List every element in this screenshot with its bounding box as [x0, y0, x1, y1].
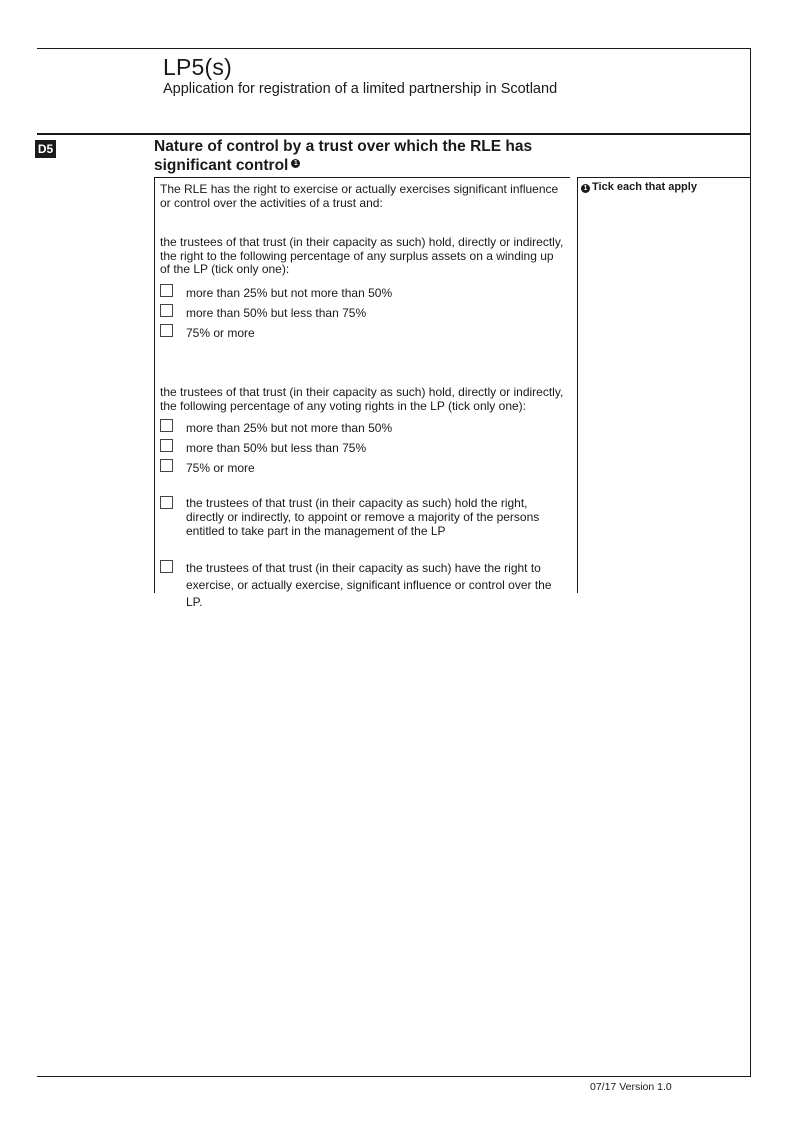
section-title	[154, 137, 554, 175]
side-top-rule	[577, 177, 751, 178]
section-badge: D5	[35, 140, 56, 158]
voting-rights-text: the trustees of that trust (in their capacity as such) hold, directly or indirectly, the following percentage of any voting rights in the LP (tick only one):	[160, 385, 564, 413]
appoint-remove-checkbox[interactable]	[160, 496, 173, 509]
right-border	[750, 48, 751, 1077]
surplus-assets-text: the trustees of that trust (in their capacity as such) hold, directly or indirectly, the right to the following percentage of any surplus assets on a winding up of the LP (tick only one):	[160, 235, 564, 276]
significant-influence-label: the trustees of that trust (in their capacity as such) have the right to exercise, or actually exercise, significant influence or control over the LP.	[186, 561, 552, 609]
form-title: Application for registration of a limited partnership in Scotland	[163, 81, 558, 97]
side-note	[581, 181, 697, 193]
voting-25-50-checkbox[interactable]	[160, 419, 173, 432]
surplus-50-75-label: more than 50% but less than 75%	[186, 306, 367, 320]
appoint-remove-label: the trustees of that trust (in their capacity as such) hold the right, directly or indirectly, to appoint or remove a majority of the persons entitled to take part in the management of the LP	[186, 496, 540, 538]
surplus-25-50-label: more than 25% but not more than 50%	[186, 286, 393, 300]
intro-text: The RLE has the right to exercise or actually exercises significant influence or control over the activities of a trust and:	[160, 182, 559, 210]
top-rule	[37, 48, 751, 49]
voting-75-plus-checkbox[interactable]	[160, 459, 173, 472]
voting-50-75-checkbox[interactable]	[160, 439, 173, 452]
voting-25-50-label: more than 25% but not more than 50%	[186, 421, 393, 435]
side-left-rule	[577, 177, 578, 593]
info-marker-icon: 1	[581, 184, 590, 193]
surplus-50-75-checkbox[interactable]	[160, 304, 173, 317]
content-top-rule	[154, 177, 570, 178]
footer-version: 07/17 Version 1.0	[590, 1081, 672, 1093]
surplus-25-50-checkbox[interactable]	[160, 284, 173, 297]
voting-75-plus-label: 75% or more	[186, 461, 255, 475]
surplus-75-plus-checkbox[interactable]	[160, 324, 173, 337]
significant-influence-checkbox[interactable]	[160, 560, 173, 573]
info-marker-icon: 1	[291, 159, 300, 168]
content-left-rule	[154, 177, 155, 593]
surplus-75-plus-label: 75% or more	[186, 326, 255, 340]
voting-50-75-label: more than 50% but less than 75%	[186, 441, 367, 455]
form-code: LP5(s)	[163, 54, 232, 80]
section-separator	[37, 133, 751, 135]
section-title-text: Nature of control by a trust over which the RLE has significant control	[154, 138, 533, 174]
side-note-text: Tick each that apply	[592, 181, 697, 193]
bottom-rule	[37, 1076, 751, 1077]
